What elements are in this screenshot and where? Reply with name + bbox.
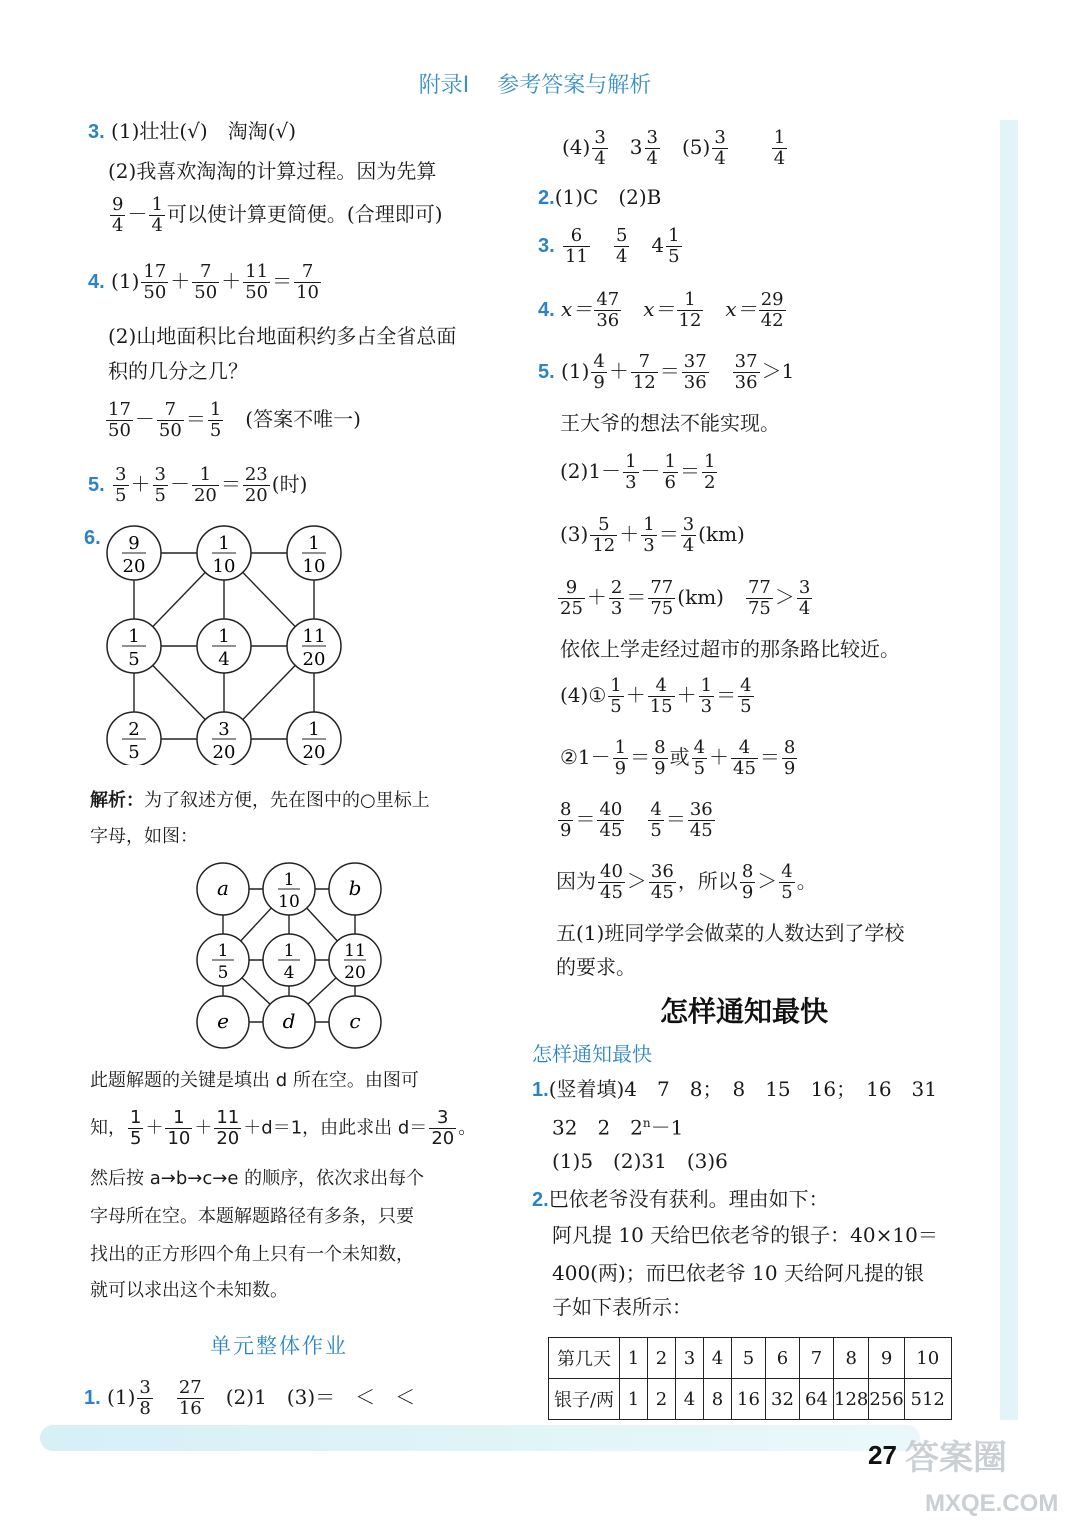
analysis-line5: 然后按 a→b→c→e 的顺序，依次求出每个 (90, 1168, 425, 1189)
node-denominator: 5 (128, 742, 140, 763)
node-denominator: 20 (212, 742, 236, 763)
table-cell: 8 (704, 1379, 732, 1420)
left-q4-line1: 4. (1) $\frac{17}{50}$ ＋ $\frac{7}{50}$ ＋ $\frac{11}{50}$ ＝ $\frac{7}{10}$ (88, 261, 320, 303)
s1-line1: 1.(竖着填)4 7 8； 8 15 16； 16 31 (532, 1077, 937, 1101)
node-label: 1 (283, 870, 295, 890)
unit-title: 单元整体作业 (210, 1334, 348, 1358)
section-title: 怎样通知最快 (660, 995, 829, 1028)
table-header-day: 第几天 (549, 1338, 620, 1379)
table-cell: 6 (766, 1338, 800, 1379)
node-label: e (217, 1009, 229, 1033)
s2-line4: 子如下表所示： (552, 1295, 692, 1319)
node-label: d (282, 1009, 296, 1033)
watermark-url: MXQE.COM (925, 1490, 1059, 1517)
node-numerator: 2 (128, 719, 140, 740)
table-cell: 16 (732, 1379, 766, 1420)
left-q5: 5. $\frac{3}{5}$ ＋ $\frac{3}{5}$ － $\frac{1}{20}$ ＝ $\frac{23}{20}$ (时) (88, 464, 308, 506)
left-q3-line2: (2)我喜欢淘淘的计算过程。因为先算 (108, 159, 437, 183)
graph-diagram-2 (190, 860, 390, 1050)
analysis-line1: 解析：为了叙述方便，先在图中的○里标上 (90, 790, 430, 811)
node-denominator: 10 (302, 556, 326, 577)
node-numerator: 9 (128, 533, 140, 554)
node-denominator: 5 (128, 649, 140, 670)
node-denominator: 20 (302, 742, 326, 763)
node-numerator: 1 (218, 533, 230, 554)
left-q3-line3: $\frac{9}{4}$ － $\frac{1}{4}$ 可以使计算更简便。(合理即可) (112, 194, 443, 236)
page-header (0, 68, 1070, 99)
right-q3: 3. $\frac{6}{11}$ $\frac{5}{4}$ 4 $\frac{1}{5}$ (538, 225, 680, 267)
node-label: 20 (344, 963, 366, 983)
s2-line2: 阿凡提 10 天给巴依老爷的银子：40×10＝ (552, 1223, 938, 1247)
table-header-silver: 银子/两 (549, 1379, 620, 1420)
right-q5-line12: 的要求。 (556, 955, 636, 979)
node-denominator: 20 (302, 649, 326, 670)
right-q2: 2.(1)C (2)B (538, 185, 662, 209)
s1-line2: 32 2 $2^n-1$ (552, 1115, 684, 1140)
analysis-line8: 就可以求出这个未知数。 (90, 1280, 288, 1301)
right-q5-line10: 因为 $\frac{40}{45}$ ＞ $\frac{36}{45}$ ，所以 $\frac{8}{9}$ ＞ $\frac{4}{5}$ 。 (556, 861, 817, 903)
node-denominator: 20 (122, 556, 146, 577)
page-number: 27 (868, 1440, 897, 1470)
node-label: 5 (217, 963, 229, 983)
node-denominator: 10 (212, 556, 236, 577)
left-q4-line3: 积的几分之几？ (108, 359, 248, 383)
node-label: 4 (283, 963, 295, 983)
analysis-line7: 找出的正方形四个角上只有一个未知数， (90, 1244, 414, 1265)
node-label: c (349, 1009, 361, 1033)
right-q5-line9: $\frac{8}{9}$ ＝ $\frac{40}{45}$ $\frac{4}{5}$ ＝ $\frac{36}{45}$ (560, 799, 713, 841)
right-q5-line6: 依依上学走经过超市的那条路比较近。 (560, 637, 900, 661)
right-q4: 4. x＝ $\frac{47}{36}$ x＝ $\frac{1}{12}$ x＝ $\frac{29}{42}$ (538, 289, 784, 331)
right-q5-line2: 王大爷的想法不能实现。 (560, 411, 780, 435)
s2-line3: 400(两)；而巴依老爷 10 天给阿凡提的银 (552, 1261, 924, 1285)
right-q5-line1: 5. (1) $\frac{4}{9}$ ＋ $\frac{7}{12}$ ＝ $\frac{37}{36}$ $\frac{37}{36}$ ＞1 (538, 351, 795, 393)
table-cell: 3 (676, 1338, 704, 1379)
node-numerator: 1 (308, 719, 320, 740)
right-q5-line8: ②1－ $\frac{1}{9}$ ＝ $\frac{8}{9}$ 或 $\frac{4}{5}$ ＋ $\frac{4}{45}$ ＝ $\frac{8}{9}$ (560, 737, 796, 779)
table-cell: 9 (869, 1338, 904, 1379)
s2-line1: 2.巴依老爷没有获利。理由如下： (532, 1187, 829, 1211)
decorative-side-bar (1000, 120, 1018, 1420)
table-cell: 4 (704, 1338, 732, 1379)
section-subtitle: 怎样通知最快 (532, 1042, 652, 1066)
table-cell: 7 (800, 1338, 834, 1379)
left-q4-line2: (2)山地面积比台地面积约多占全省总面 (108, 324, 457, 348)
left-q3-line1: 3. (1)壮壮(√) 淘淘(√) (88, 119, 297, 143)
silver-table (548, 1337, 952, 1420)
node-numerator: 1 (218, 626, 230, 647)
left-q4-line4: $\frac{17}{50}$ － $\frac{7}{50}$ ＝ $\frac{1}{5}$ (答案不唯一) (108, 399, 361, 441)
watermark: 答案圈 (905, 1438, 1007, 1478)
unit-q1: 1. (1) $\frac{3}{8}$ $\frac{27}{16}$ (2)1 (3)＝ ＜ ＜ (84, 1377, 416, 1419)
table-cell: 5 (732, 1338, 766, 1379)
analysis-line3: 此题解题的关键是填出 d 所在空。由图可 (90, 1070, 419, 1091)
table-cell: 32 (766, 1379, 800, 1420)
node-label: 10 (278, 892, 300, 912)
left-q6-num: 6. (84, 527, 101, 549)
right-line0: (4) $\frac{3}{4}$ 3 $\frac{3}{4}$ (5) $\frac{3}{4}$ $\frac{1}{4}$ (562, 127, 786, 169)
s1-line3: (1)5 (2)31 (3)6 (552, 1149, 728, 1173)
right-q5-line7: (4)① $\frac{1}{5}$ ＋ $\frac{4}{15}$ ＋ $\frac{1}{3}$ ＝ $\frac{4}{5}$ (560, 675, 752, 717)
table-cell: 2 (648, 1379, 676, 1420)
table-cell: 1 (620, 1338, 648, 1379)
table-cell: 8 (834, 1338, 869, 1379)
right-q5-line3: (2)1－ $\frac{1}{3}$ － $\frac{1}{6}$ ＝ $\frac{1}{2}$ (560, 451, 716, 493)
analysis-line2: 字母，如图： (90, 826, 198, 847)
node-numerator: 11 (302, 626, 326, 647)
node-label: 1 (217, 941, 229, 961)
node-numerator: 3 (218, 719, 230, 740)
table-cell: 4 (676, 1379, 704, 1420)
appendix-label: 附录Ⅰ (418, 73, 470, 98)
header-title: 参考答案与解析 (497, 73, 652, 98)
table-cell: 256 (869, 1379, 904, 1420)
node-label: b (348, 876, 362, 900)
table-cell: 10 (904, 1338, 951, 1379)
table-cell: 2 (648, 1338, 676, 1379)
table-cell: 64 (800, 1379, 834, 1420)
decorative-bottom-bar (40, 1425, 920, 1451)
node-label: 11 (344, 941, 366, 961)
node-denominator: 4 (218, 649, 230, 670)
right-q5-line4: (3) $\frac{5}{12}$ ＋ $\frac{1}{3}$ ＝ $\frac{3}{4}$ (km) (560, 514, 745, 556)
node-numerator: 1 (308, 533, 320, 554)
node-label: 1 (283, 941, 295, 961)
node-numerator: 1 (128, 626, 140, 647)
node-label: a (217, 876, 229, 900)
analysis-line6: 字母所在空。本题解题路径有多条，只要 (90, 1206, 414, 1227)
graph-diagram-1 (100, 525, 350, 765)
table-cell: 128 (834, 1379, 869, 1420)
right-q5-line11: 五(1)班同学学会做菜的人数达到了学校 (556, 921, 905, 945)
analysis-line4: 知， $\frac{1}{5}$ ＋ $\frac{1}{10}$ ＋ $\frac{11}{20}$ ＋d＝1，由此求出 d＝ $\frac{3}{20}$ 。 (90, 1107, 477, 1149)
table-cell: 1 (620, 1379, 648, 1420)
table-cell: 512 (904, 1379, 951, 1420)
right-q5-line5: $\frac{9}{25}$ ＋ $\frac{2}{3}$ ＝ $\frac{77}{75}$ (km) $\frac{77}{75}$ ＞ $\frac{3}{4}$ (560, 577, 811, 619)
